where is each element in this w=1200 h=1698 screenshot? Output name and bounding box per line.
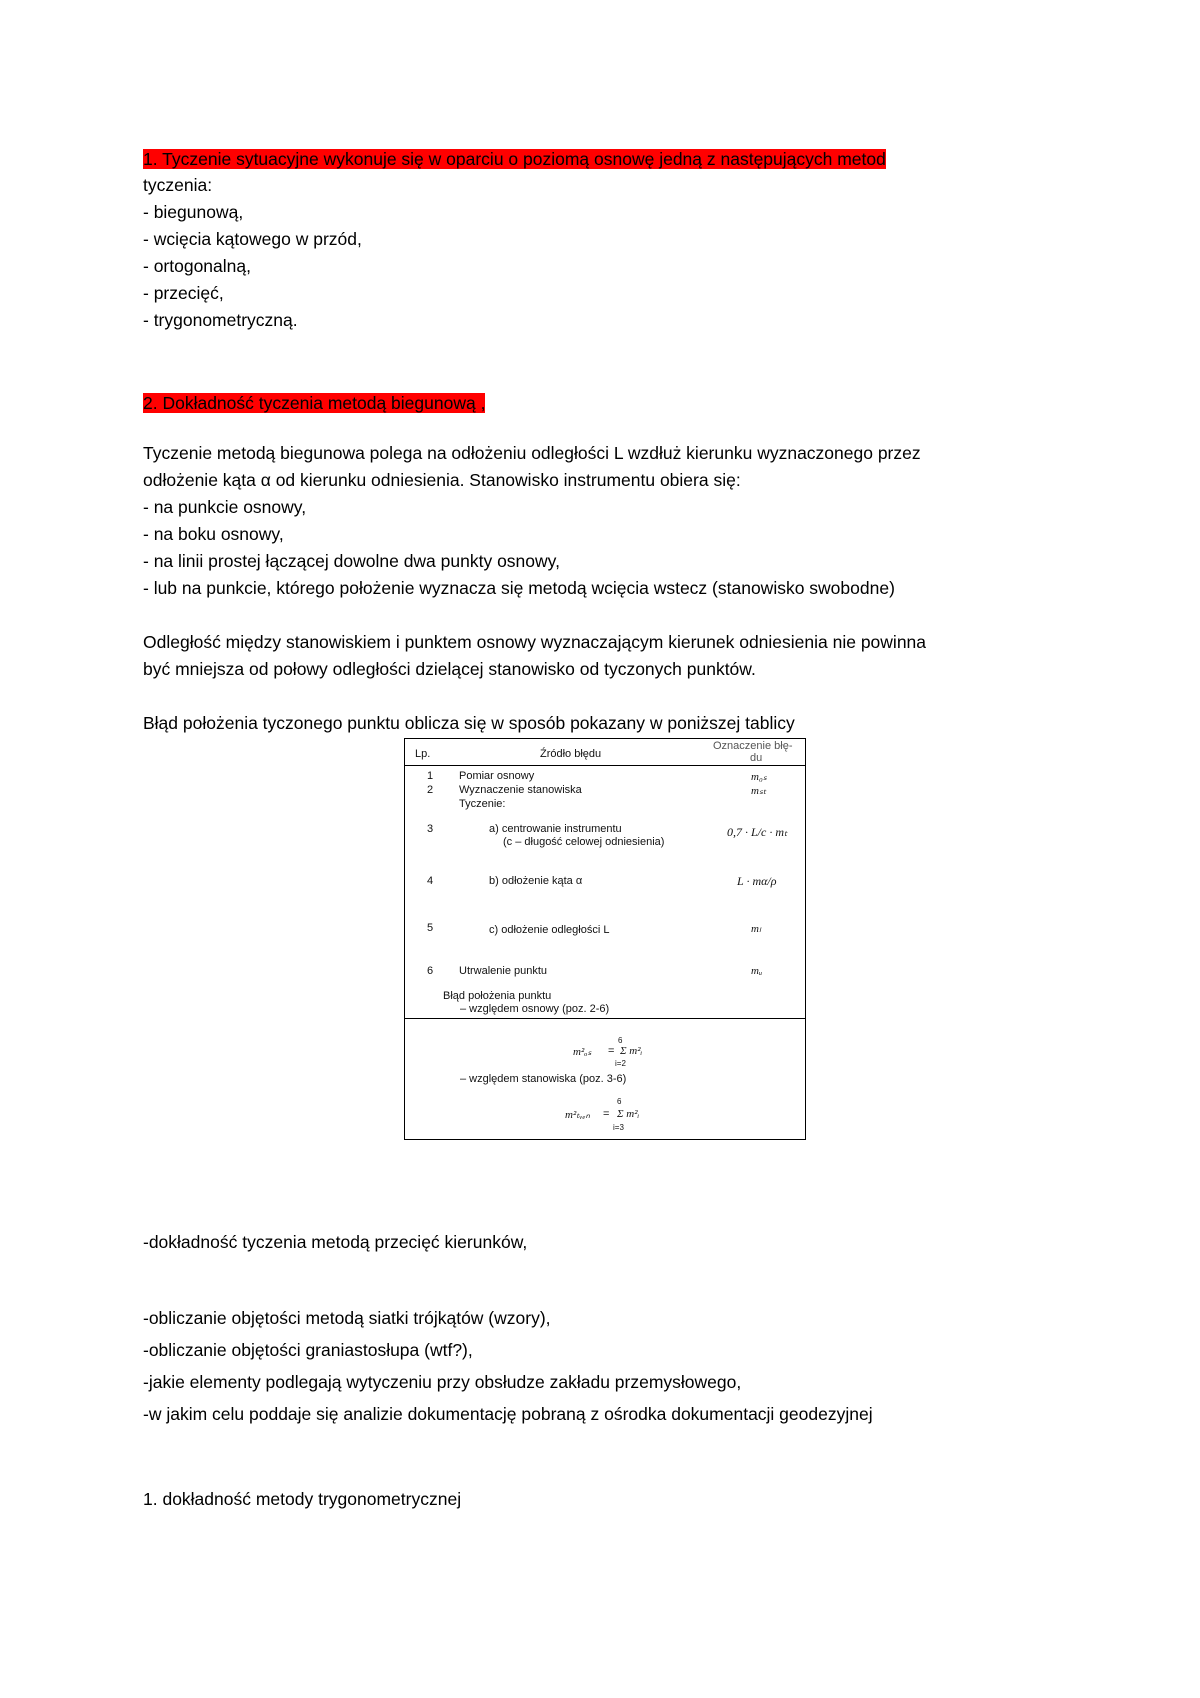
header-source: Źródło błędu: [540, 748, 602, 760]
question-1-title: [143, 147, 886, 171]
row-lp: 1: [427, 770, 434, 782]
header-lp: Lp.: [415, 748, 431, 760]
paragraph-line: odłożenie kąta α od kierunku odniesienia. Stanowisko instrumentu obiera się:: [143, 470, 741, 490]
header-divider: [405, 765, 805, 766]
row-lp: 2: [427, 784, 434, 796]
formula-osnowa-top: 6: [618, 1036, 623, 1045]
row-symbol: mᵤ: [751, 965, 763, 977]
list-item: - przecięć,: [143, 283, 224, 303]
question-2-title: [143, 391, 485, 415]
extra-item: -jakie elementy podlegają wytyczeniu przy obsłudze zakładu przemysłowego,: [143, 1372, 742, 1392]
highlighted-text: 2. Dokładność tyczenia metodą biegunową ,: [143, 393, 486, 413]
list-item: - lub na punkcie, którego położenie wyznacza się metodą wcięcia wstecz (stanowisko swobodne): [143, 578, 895, 598]
row-symbol: m₀ₛ: [751, 771, 767, 783]
row-source-note: (c – długość celowej odniesienia): [503, 836, 665, 848]
header-symbol-2: du: [750, 752, 763, 764]
summary-title: Błąd położenia punktu: [443, 990, 552, 1002]
question-1-intro: tyczenia:: [143, 175, 213, 195]
formula-osnowa-rhs: Σ m²ᵢ: [620, 1045, 643, 1057]
list-item: - na boku osnowy,: [143, 524, 284, 544]
extra-item: -w jakim celu poddaje się analizie dokumentację pobraną z ośrodka dokumentacji geodezyjnej: [143, 1404, 873, 1424]
extra-item: -dokładność tyczenia metodą przecięć kierunków,: [143, 1232, 528, 1252]
final-question: 1. dokładność metody trygonometrycznej: [143, 1489, 462, 1509]
row-symbol: mₛₜ: [751, 785, 767, 797]
extra-item: -obliczanie objętości metodą siatki trójkątów (wzory),: [143, 1308, 551, 1328]
paragraph-line: Odległość między stanowiskiem i punktem osnowy wyznaczającym kierunek odniesienia nie powinna: [143, 632, 927, 652]
formula-stanowisko-top: 6: [617, 1097, 622, 1106]
list-item: - na linii prostej łączącej dowolne dwa punkty osnowy,: [143, 551, 560, 571]
paragraph-line: Tyczenie metodą biegunowa polega na odłożeniu odległości L wzdłuż kierunku wyznaczonego przez: [143, 443, 921, 463]
list-item: - trygonometryczną.: [143, 310, 298, 330]
list-item: - biegunową,: [143, 202, 244, 222]
error-table: [404, 738, 806, 1140]
summary-stanowisko: – względem stanowiska (poz. 3-6): [460, 1073, 627, 1085]
row-symbol: mₗ: [751, 923, 761, 935]
row-source: Tyczenie:: [459, 798, 506, 810]
formula-stanowisko-bottom: i=3: [613, 1123, 624, 1132]
highlighted-text: 1. Tyczenie sytuacyjne wykonuje się w oparciu o poziomą osnowę jedną z następujących metod: [143, 149, 886, 169]
row-source: b) odłożenie kąta α: [489, 875, 583, 887]
row-source: c) odłożenie odległości L: [489, 924, 610, 936]
row-source: Pomiar osnowy: [459, 770, 535, 782]
list-item: - wcięcia kątowego w przód,: [143, 229, 362, 249]
formula-stanowisko-lhs: m²ₜᵥₑₙ: [565, 1109, 590, 1121]
list-item: - na punkcie osnowy,: [143, 497, 307, 517]
summary-divider: [405, 1018, 805, 1019]
formula-osnowa-bottom: i=2: [615, 1059, 626, 1068]
formula-equals: =: [608, 1045, 615, 1057]
row-source: Utrwalenie punktu: [459, 965, 548, 977]
summary-osnowa: – względem osnowy (poz. 2-6): [460, 1003, 610, 1015]
row-lp: 3: [427, 823, 434, 835]
row-symbol: L · mα/ρ: [737, 874, 777, 888]
row-source: a) centrowanie instrumentu: [489, 823, 622, 835]
header-symbol-1: Oznaczenie błę-: [713, 740, 793, 752]
table-caption: Błąd położenia tyczonego punktu oblicza się w sposób pokazany w poniższej tablicy: [143, 713, 795, 733]
row-lp: 6: [427, 965, 434, 977]
row-symbol: 0,7 · L/c · mₜ: [727, 825, 788, 839]
row-lp: 5: [427, 922, 434, 934]
row-source: Wyznaczenie stanowiska: [459, 784, 582, 796]
extra-item: -obliczanie objętości graniastosłupa (wtf?),: [143, 1340, 473, 1360]
row-lp: 4: [427, 875, 434, 887]
formula-osnowa-lhs: m²ₒₛ: [573, 1046, 592, 1058]
list-item: - ortogonalną,: [143, 256, 251, 276]
formula-stanowisko-rhs: Σ m²ᵢ: [617, 1108, 640, 1120]
paragraph-line: być mniejsza od połowy odległości dzielącej stanowisko od tyczonych punktów.: [143, 659, 756, 679]
formula-equals: =: [603, 1108, 610, 1120]
